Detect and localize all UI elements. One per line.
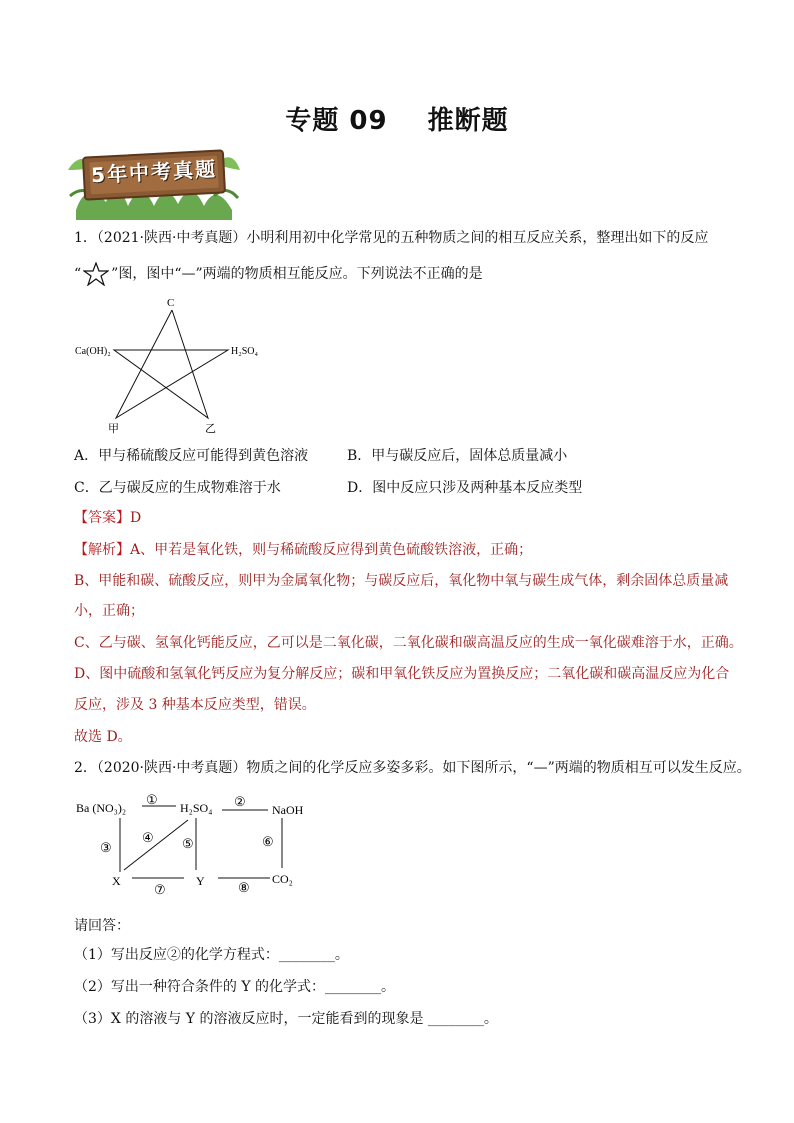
- q2-num-5: ⑤: [182, 836, 194, 851]
- q1-analysis-line1: [74, 540, 734, 560]
- q1-conclusion: 故选 D。: [74, 729, 132, 745]
- q2-num-6: ⑥: [262, 834, 274, 849]
- q1-option-d: D．图中反应只涉及两种基本反应类型: [347, 480, 583, 496]
- q1-option-b: B．甲与碳反应后，固体总质量减小: [347, 448, 568, 464]
- q1-option-a: A．甲与稀硫酸反应可能得到黄色溶液: [74, 448, 309, 464]
- page-title: [0, 100, 794, 137]
- q1-node-jia: 甲: [108, 423, 119, 435]
- q1-stem-line1: 1．（2021·陕西·中考真题）小明利用初中化学常见的五种物质之间的相互反应关系，整理出如下的反应: [74, 230, 709, 246]
- q1-node-caoh2: Ca(OH)₂: [75, 346, 111, 357]
- q2-node-co2: CO₂: [272, 872, 293, 886]
- answer-value: D: [130, 510, 142, 526]
- analysis-text-5: D、图中硫酸和氢氧化钙反应为复分解反应；碳和甲氧化铁反应为置换反应；二氧化碳和碳高温反应为化合: [74, 666, 730, 682]
- q1-node-c: C: [167, 297, 175, 309]
- analysis-text-4: C、乙与碳、氢氧化钙能反应，乙可以是二氧化碳，二氧化碳和碳高温反应的生成一氧化碳难溶于水，正确。: [74, 635, 743, 651]
- q2-num-4: ④: [142, 830, 154, 845]
- q2-node-h2so4: H₂SO₄: [180, 801, 213, 815]
- q1-node-yi: 乙: [205, 423, 216, 435]
- q2-num-2: ②: [234, 794, 246, 809]
- star-icon: [83, 262, 109, 286]
- q2-num-3: ③: [100, 840, 112, 855]
- answer-tag: 【答案】: [74, 510, 130, 526]
- analysis-tag: 【解析】: [74, 542, 130, 558]
- title-sub: 推断题: [427, 106, 509, 136]
- q1-option-c: C．乙与碳反应的生成物难溶于水: [74, 480, 281, 496]
- analysis-text-2: B、甲能和碳、硫酸反应，则甲为金属氧化物；与碳反应后，氧化物中氧与碳生成气体，剩余固体总质量减: [74, 573, 729, 589]
- q2-sub3: （3）X 的溶液与 Y 的溶液反应时，一定能看到的现象是 ________。: [74, 1011, 498, 1027]
- q2-num-7: ⑦: [154, 882, 166, 897]
- q2-node-x: X: [112, 874, 121, 888]
- q2-node-naoh: NaOH: [272, 803, 304, 817]
- analysis-text-1: A、甲若是氧化铁，则与稀硫酸反应得到黄色硫酸铁溶液，正确；: [130, 542, 533, 558]
- q2-prompt: 请回答：: [74, 918, 130, 934]
- q2-num-1: ①: [146, 792, 158, 807]
- q1-stem-line2-text: ”图，图中“—”两端的物质相互能反应。下列说法不正确的是: [111, 266, 483, 282]
- q1-answer: [74, 508, 734, 528]
- q2-num-8: ⑧: [238, 880, 250, 895]
- q1-stem-line2: [74, 262, 734, 286]
- q2-node-y: Y: [196, 874, 205, 888]
- q2-stem: 2．（2020·陕西·中考真题）物质之间的化学反应多姿多彩。如下图所示，“—”两端的物质相互可以发生反应。: [74, 760, 751, 776]
- q2-diagram: [72, 788, 342, 898]
- q1-node-h2so4: H₂SO₄: [231, 346, 258, 357]
- q2-sub1: （1）写出反应②的化学方程式：________。: [74, 947, 349, 963]
- banner: [66, 140, 242, 220]
- q1-quote-open: “: [74, 266, 82, 282]
- banner-text: 5年中考真题: [90, 156, 218, 188]
- analysis-text-6: 反应，涉及 3 种基本反应类型，错误。: [74, 697, 316, 713]
- title-main: 专题 09: [285, 106, 388, 136]
- q2-node-ba: Ba (NO₃)₂: [76, 801, 127, 815]
- analysis-text-3: 小，正确；: [74, 603, 144, 619]
- q1-diagram: [70, 292, 270, 437]
- q2-sub2: （2）写出一种符合条件的 Y 的化学式：________。: [74, 979, 396, 995]
